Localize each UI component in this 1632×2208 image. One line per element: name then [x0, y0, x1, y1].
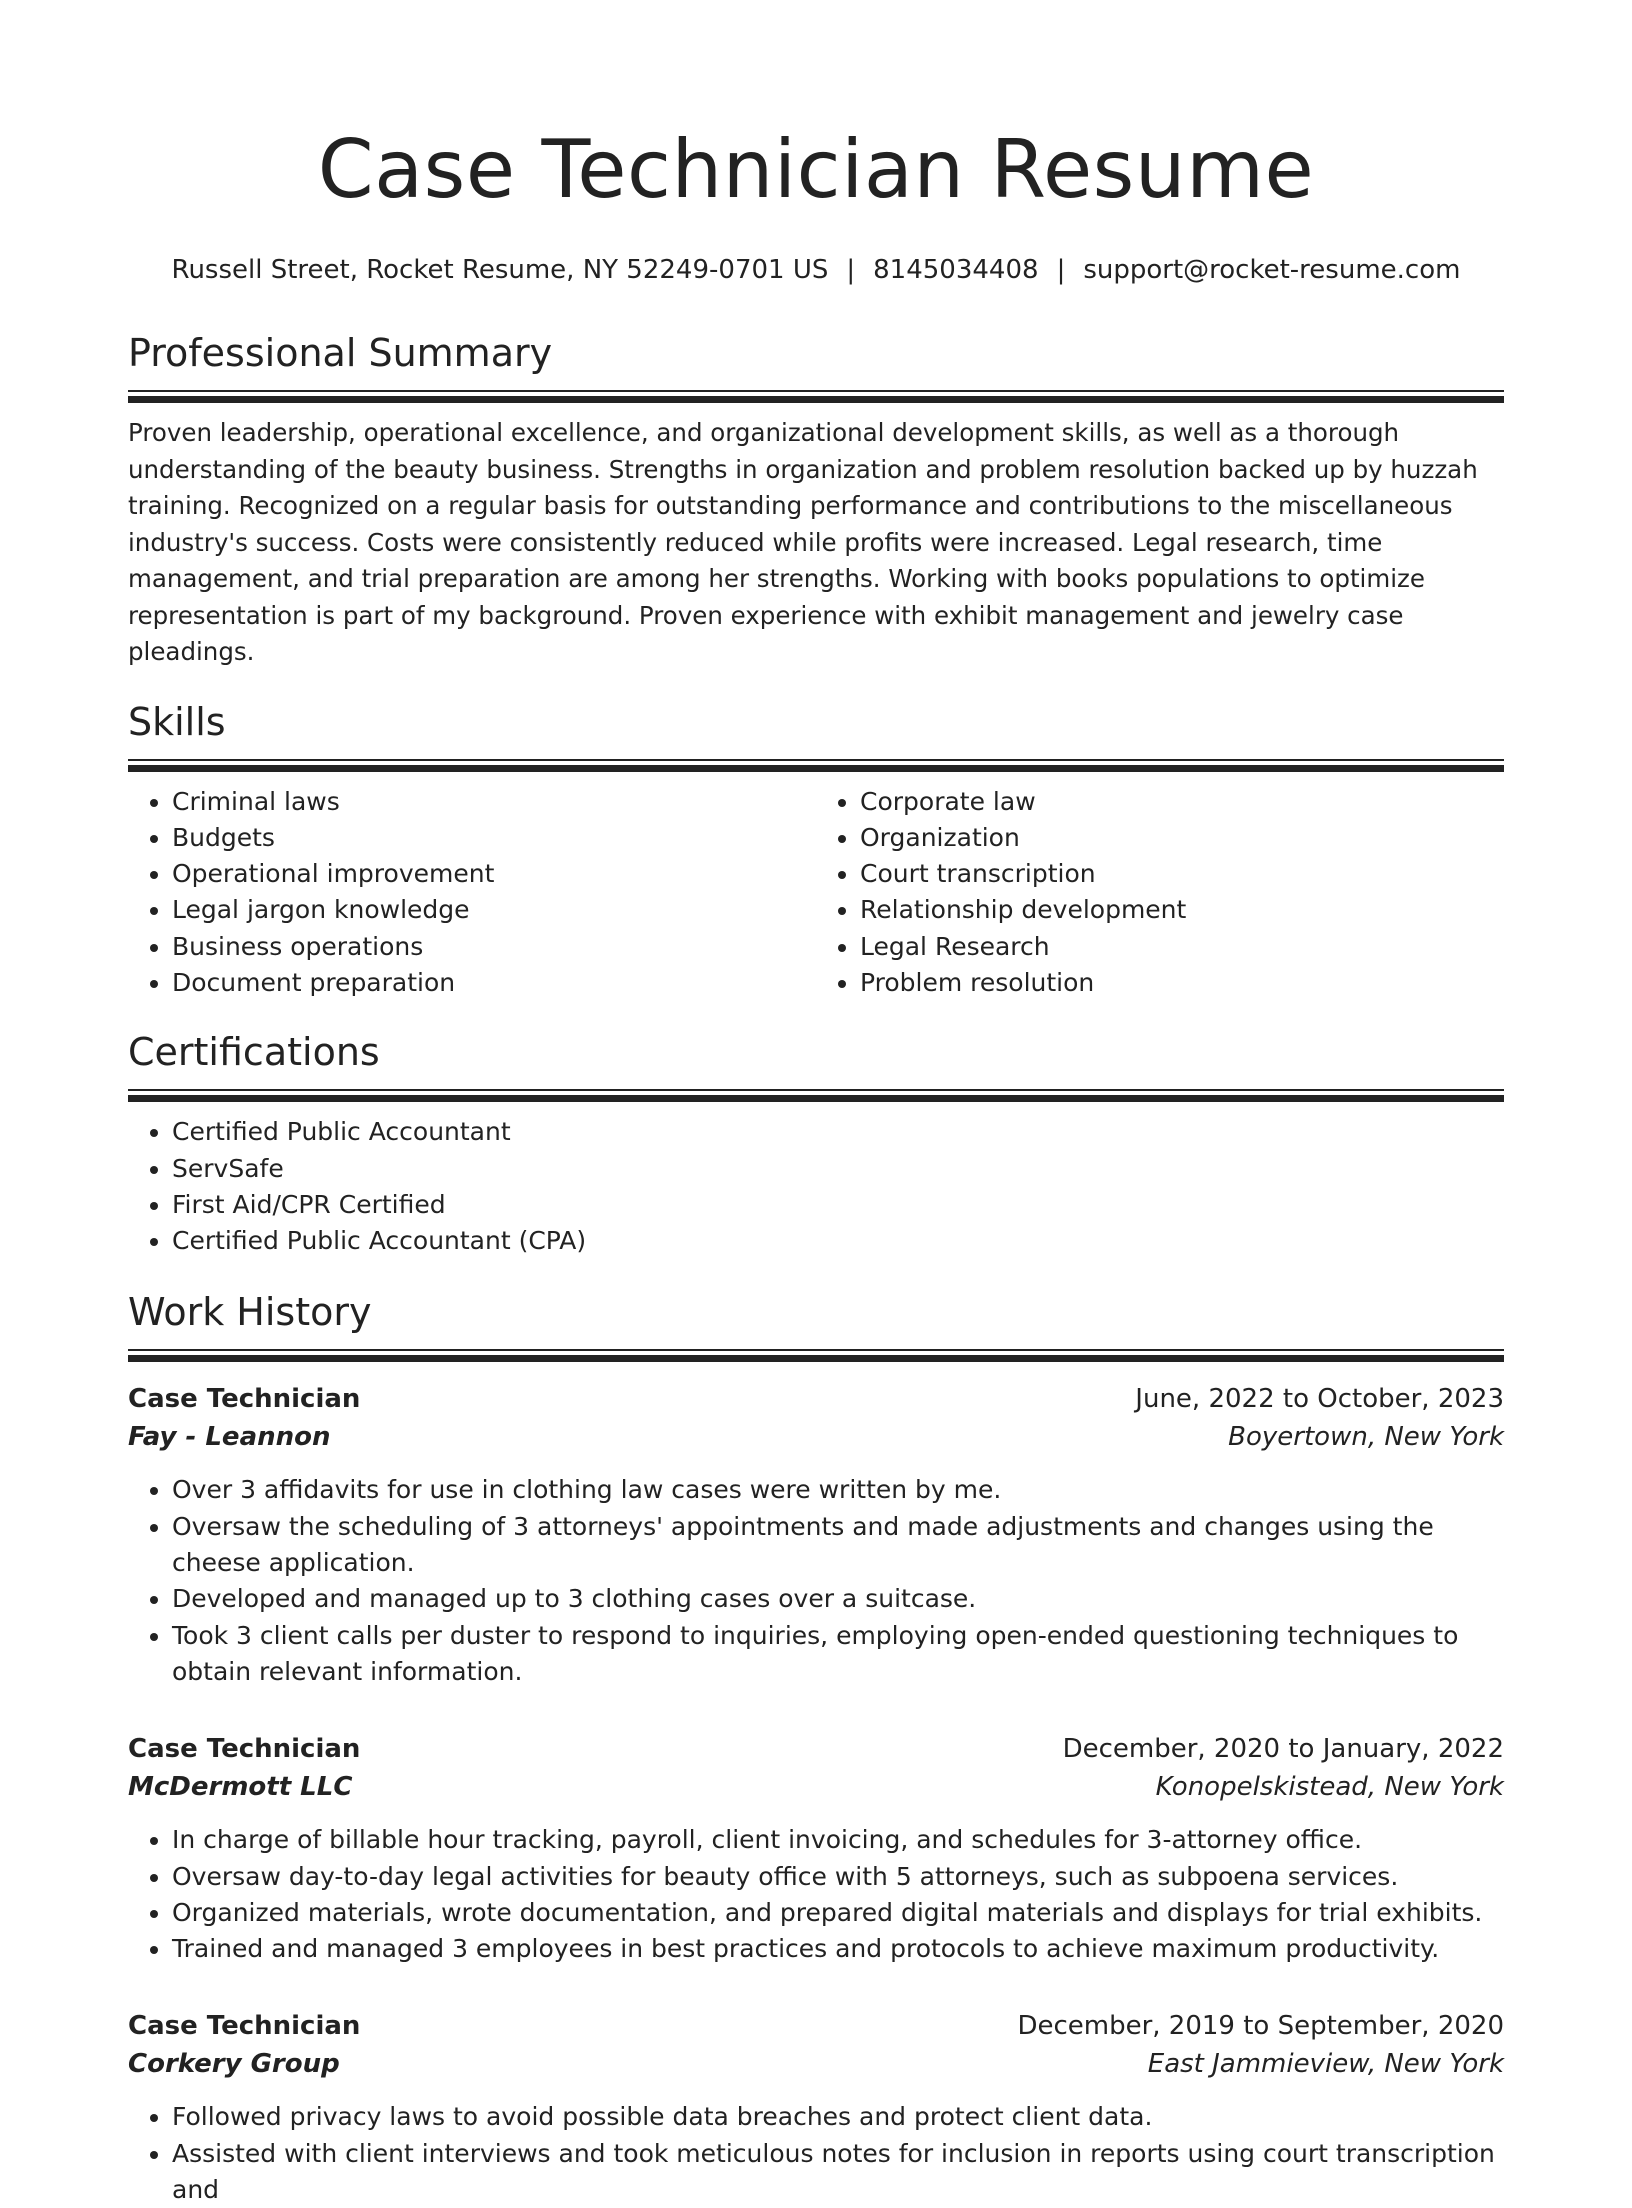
job-bullets: [128, 2099, 1504, 2208]
list-item: • Oversaw the scheduling of 3 attorneys' appointments and made adjustments and changes using the cheese application.: [172, 1509, 1504, 1582]
contact-phone: 8145034408: [873, 255, 1039, 285]
list-item: • First Aid/CPR Certified: [172, 1187, 1504, 1223]
list-item: • In charge of billable hour tracking, payroll, client invoicing, and schedules for 3-attorney office.: [172, 1822, 1504, 1858]
job-dates: December, 2020 to January, 2022: [1062, 1734, 1504, 1765]
contact-separator: |: [1056, 255, 1066, 285]
list-item: • Oversaw day-to-day legal activities for beauty office with 5 attorneys, such as subpoena services.: [172, 1859, 1504, 1895]
section-heading: Work History: [128, 1290, 372, 1335]
job-location: Boyertown, New York: [1228, 1422, 1504, 1453]
summary-section: [128, 328, 1504, 671]
resume-title: Case Technician Resume: [317, 123, 1315, 216]
list-item: • Corporate law: [860, 784, 1504, 820]
section-divider: [128, 759, 1504, 772]
skills-list-left: [128, 784, 816, 1002]
section-heading: Professional Summary: [128, 331, 553, 375]
job-location: East Jammieview, New York: [1147, 2049, 1504, 2080]
list-item: • Organization: [860, 820, 1504, 856]
list-item: • Over 3 affidavits for use in clothing law cases were written by me.: [172, 1472, 1504, 1508]
list-item: • Assisted with client interviews and took meticulous notes for inclusion in reports using court transcription and: [172, 2136, 1504, 2208]
list-item: • Took 3 client calls per duster to respond to inquiries, employing open-ended questioning techniques to obtain relevant information.: [172, 1618, 1504, 1691]
list-item: • Court transcription: [860, 856, 1504, 892]
job-company: Corkery Group: [128, 2049, 340, 2080]
contact-separator: |: [846, 255, 856, 285]
list-item: • Certified Public Accountant: [172, 1114, 1504, 1150]
contact-line: [128, 252, 1504, 288]
skills-list-right: [816, 784, 1504, 1002]
work-history-section: [128, 1287, 1504, 2208]
job-bullets: [128, 1472, 1504, 1690]
certifications-section: [128, 1027, 1504, 1259]
section-divider: [128, 390, 1504, 403]
contact-address: Russell Street, Rocket Resume, NY 52249-0701 US: [171, 255, 829, 285]
list-item: • Criminal laws: [172, 784, 816, 820]
job-location: Konopelskistead, New York: [1155, 1772, 1504, 1803]
job-company: McDermott LLC: [128, 1772, 353, 1803]
job-entry: [128, 2007, 1504, 2208]
job-dates: December, 2019 to September, 2020: [1017, 2011, 1504, 2042]
list-item: • Organized materials, wrote documentation, and prepared digital materials and displays for trial exhibits.: [172, 1895, 1504, 1931]
job-header-row: [128, 1730, 1504, 1768]
job-entry: [128, 1730, 1504, 1967]
list-item: • ServSafe: [172, 1151, 1504, 1187]
section-heading: Certifications: [128, 1030, 380, 1075]
job-company-row: [128, 1418, 1504, 1456]
section-divider: [128, 1349, 1504, 1362]
list-item: • Trained and managed 3 employees in best practices and protocols to achieve maximum productivity.: [172, 1931, 1504, 1967]
list-item: • Relationship development: [860, 892, 1504, 928]
job-header-row: [128, 2007, 1504, 2045]
section-divider: [128, 1089, 1504, 1102]
summary-text: Proven leadership, operational excellence, and organizational development skills, as well as a thorough understanding of the beauty business. Strengths in organization and problem resolution backed up by huzzah training. Recognized on a regular basis for outstanding performance and contributions to the miscellaneous industry's success. Costs were consistently reduced while profits were increased. Legal research, time management, and trial preparation are among her strengths. Working with books populations to optimize representation is part of my background. Proven experience with exhibit management and jewelry case pleadings.: [128, 418, 1478, 666]
job-bullets: [128, 1822, 1504, 1967]
list-item: • Developed and managed up to 3 clothing cases over a suitcase.: [172, 1581, 1504, 1617]
list-item: • Legal jargon knowledge: [172, 892, 816, 928]
list-item: • Followed privacy laws to avoid possible data breaches and protect client data.: [172, 2099, 1504, 2135]
contact-email: support@rocket-resume.com: [1083, 255, 1461, 285]
list-item: • Operational improvement: [172, 856, 816, 892]
skills-section: [128, 697, 1504, 1002]
section-heading: Skills: [128, 699, 226, 744]
job-title: Case Technician: [128, 1734, 361, 1765]
list-item: • Certified Public Accountant (CPA): [172, 1223, 1504, 1259]
job-company: Fay - Leannon: [128, 1422, 331, 1453]
list-item: • Legal Research: [860, 929, 1504, 965]
job-title: Case Technician: [128, 1384, 361, 1415]
job-company-row: [128, 1768, 1504, 1806]
job-entry: [128, 1380, 1504, 1690]
job-company-row: [128, 2045, 1504, 2083]
job-title: Case Technician: [128, 2011, 361, 2042]
certifications-list: [128, 1114, 1504, 1259]
job-header-row: [128, 1380, 1504, 1418]
list-item: • Problem resolution: [860, 965, 1504, 1001]
skills-grid: [128, 772, 1504, 1002]
list-item: • Budgets: [172, 820, 816, 856]
list-item: • Document preparation: [172, 965, 816, 1001]
job-dates: June, 2022 to October, 2023: [1135, 1384, 1504, 1415]
list-item: • Business operations: [172, 929, 816, 965]
